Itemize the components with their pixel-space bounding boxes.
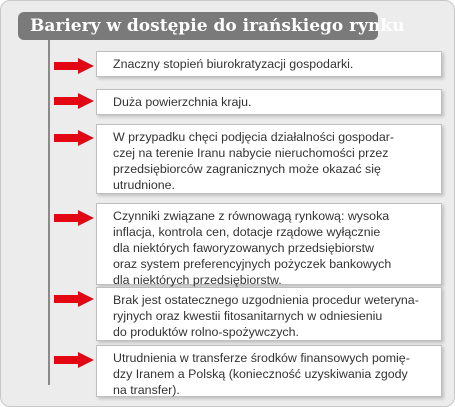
arrow-right-icon: [54, 93, 94, 109]
item-text: Brak jest ostatecznego uzgodnienia procedur weteryna- ryjnych oraz kwestii fitosanitarnych w odniesieniu do produktów rolno-spożywczych.: [113, 293, 419, 339]
item-text: Znaczny stopień biurokratyzacji gospodarki.: [113, 57, 354, 71]
arrow-right-icon: [54, 58, 94, 74]
list-item: [96, 345, 442, 397]
connector-line: [48, 40, 50, 385]
arrow-right-icon: [54, 210, 94, 226]
list-item: [96, 287, 442, 341]
item-text: Utrudnienia w transferze środków finansowych pomię- dzy Iranem a Polską (konieczność uzyskiwania zgody na transfer).: [113, 351, 410, 397]
item-text: Czynniki związane z równowagą rynkową: wysoka inflacja, kontrola cen, dotacje rządowe wyłącznie dla niektórych faworyzowanych przedsiębiorstw oraz system preferencyjnych pożyczek bankowych dla niektórych przedsiębiorstw.: [113, 209, 392, 287]
item-text: W przypadku chęci podjęcia działalności gospodar- czej na terenie Iranu nabycie nieruchomości przez przedsiębiorców zagranicznych może okazać się utrudnione.: [113, 130, 395, 192]
arrow-right-icon: [54, 291, 94, 307]
arrow-right-icon: [54, 352, 94, 368]
list-item: [96, 124, 442, 194]
arrow-right-icon: [54, 130, 94, 146]
page-title: Bariery w dostępie do irańskiego rynku: [30, 16, 405, 36]
header-bar: [18, 12, 405, 40]
list-item: [96, 89, 442, 115]
list-item: [96, 51, 442, 77]
item-text: Duża powierzchnia kraju.: [113, 95, 252, 109]
list-item: [96, 203, 442, 285]
